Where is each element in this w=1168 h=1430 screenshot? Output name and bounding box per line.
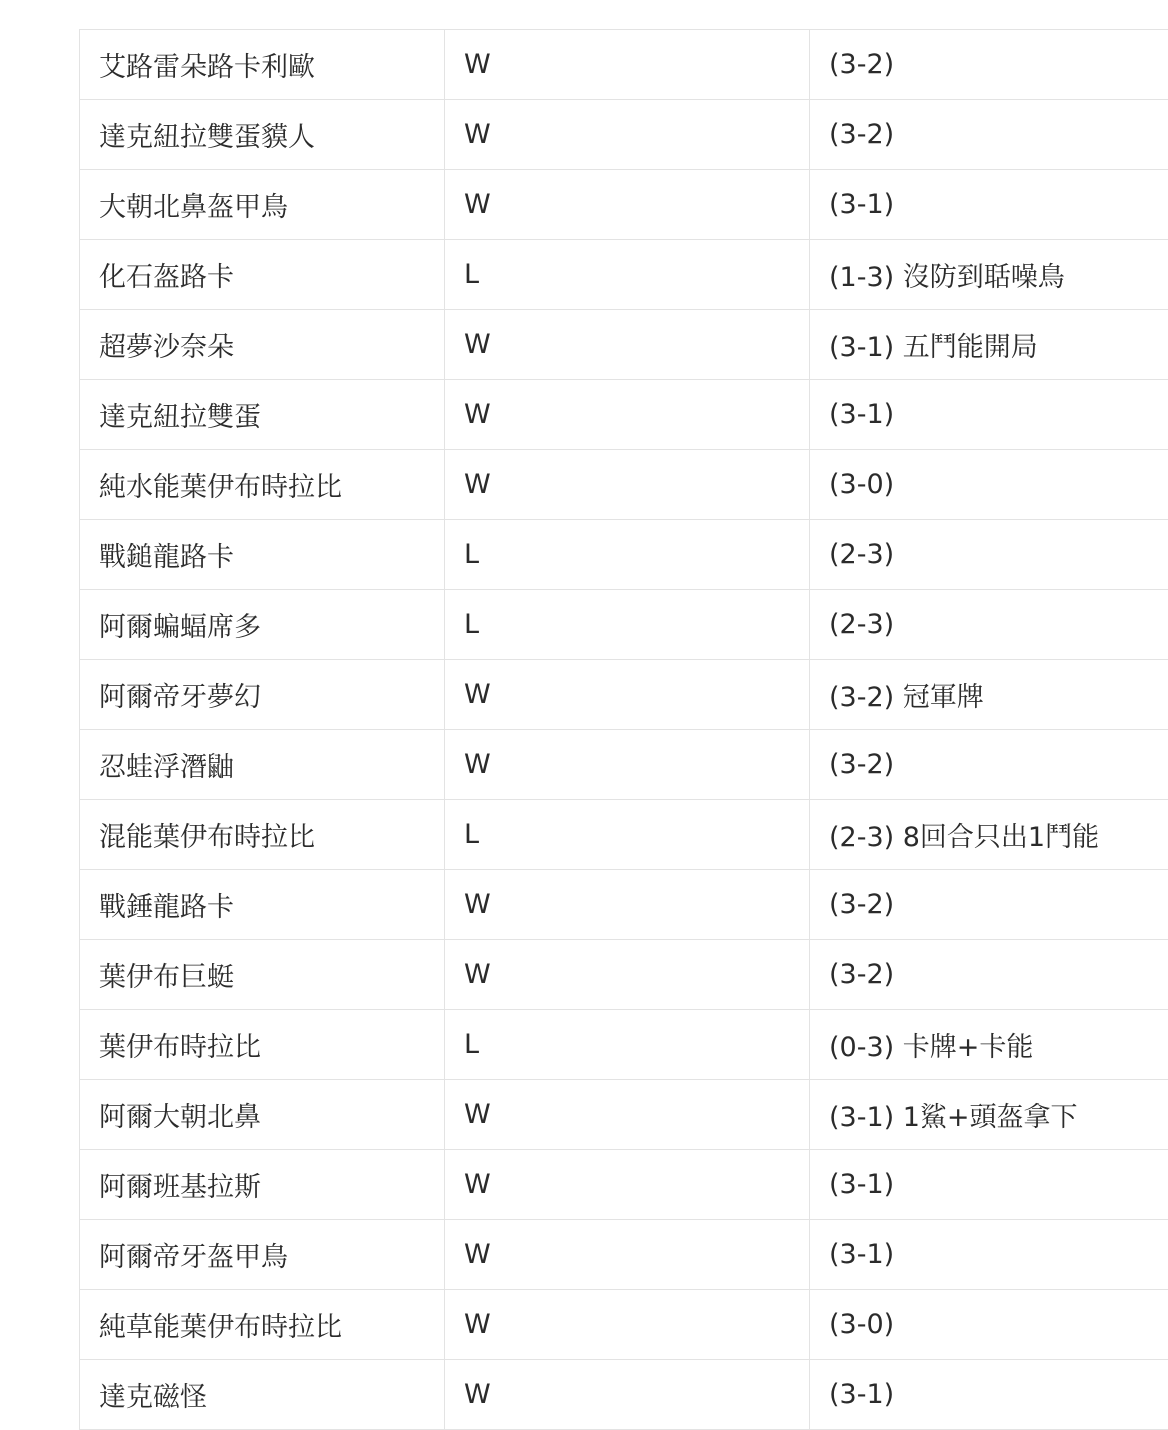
- result-cell: W: [445, 1290, 810, 1360]
- table-row: [80, 1080, 1168, 1150]
- match-results-body: [80, 30, 1168, 1430]
- table-row: [80, 590, 1168, 660]
- result-cell: W: [445, 1360, 810, 1430]
- result-cell: L: [445, 520, 810, 590]
- result-cell: L: [445, 800, 810, 870]
- opponent-cell: 超夢沙奈朵: [80, 310, 445, 380]
- result-cell: W: [445, 660, 810, 730]
- table-row: [80, 450, 1168, 520]
- score-cell: (3-1): [810, 1360, 1168, 1430]
- opponent-cell: 大朝北鼻盔甲鳥: [80, 170, 445, 240]
- result-cell: L: [445, 590, 810, 660]
- opponent-cell: 達克磁怪: [80, 1360, 445, 1430]
- result-cell: W: [445, 730, 810, 800]
- table-row: [80, 800, 1168, 870]
- score-cell: (3-1): [810, 380, 1168, 450]
- score-cell: (3-0): [810, 1290, 1168, 1360]
- score-cell: (3-2): [810, 730, 1168, 800]
- score-cell: (3-1): [810, 1150, 1168, 1220]
- score-cell: (3-1): [810, 170, 1168, 240]
- table-row: [80, 310, 1168, 380]
- score-cell: (3-0): [810, 450, 1168, 520]
- result-cell: W: [445, 1150, 810, 1220]
- score-cell: (3-1) 五鬥能開局: [810, 310, 1168, 380]
- table-row: [80, 870, 1168, 940]
- result-cell: W: [445, 380, 810, 450]
- opponent-cell: 阿爾帝牙盔甲鳥: [80, 1220, 445, 1290]
- opponent-cell: 達克紐拉雙蛋: [80, 380, 445, 450]
- score-cell: (3-2): [810, 100, 1168, 170]
- score-cell: (3-1): [810, 1220, 1168, 1290]
- opponent-cell: 純水能葉伊布時拉比: [80, 450, 445, 520]
- opponent-cell: 阿爾帝牙夢幻: [80, 660, 445, 730]
- opponent-cell: 達克紐拉雙蛋貘人: [80, 100, 445, 170]
- opponent-cell: 化石盔路卡: [80, 240, 445, 310]
- opponent-cell: 純草能葉伊布時拉比: [80, 1290, 445, 1360]
- table-row: [80, 100, 1168, 170]
- score-cell: (3-2): [810, 30, 1168, 100]
- table-row: [80, 30, 1168, 100]
- score-cell: (3-2) 冠軍牌: [810, 660, 1168, 730]
- table-row: [80, 940, 1168, 1010]
- table-row: [80, 520, 1168, 590]
- table-row: [80, 380, 1168, 450]
- opponent-cell: 葉伊布巨蜓: [80, 940, 445, 1010]
- result-cell: L: [445, 1010, 810, 1080]
- opponent-cell: 葉伊布時拉比: [80, 1010, 445, 1080]
- table-row: [80, 170, 1168, 240]
- opponent-cell: 忍蛙浮潛鼬: [80, 730, 445, 800]
- table-row: [80, 1010, 1168, 1080]
- result-cell: W: [445, 870, 810, 940]
- opponent-cell: 戰錘龍路卡: [80, 870, 445, 940]
- result-cell: W: [445, 1080, 810, 1150]
- opponent-cell: 艾路雷朵路卡利歐: [80, 30, 445, 100]
- opponent-cell: 戰鎚龍路卡: [80, 520, 445, 590]
- result-cell: W: [445, 30, 810, 100]
- opponent-cell: 阿爾大朝北鼻: [80, 1080, 445, 1150]
- opponent-cell: 混能葉伊布時拉比: [80, 800, 445, 870]
- score-cell: (2-3): [810, 520, 1168, 590]
- table-row: [80, 1150, 1168, 1220]
- score-cell: (0-3) 卡牌+卡能: [810, 1010, 1168, 1080]
- score-cell: (3-2): [810, 870, 1168, 940]
- table-row: [80, 1220, 1168, 1290]
- result-cell: W: [445, 310, 810, 380]
- result-cell: W: [445, 940, 810, 1010]
- score-cell: (2-3) 8回合只出1鬥能: [810, 800, 1168, 870]
- table-row: [80, 730, 1168, 800]
- result-cell: W: [445, 100, 810, 170]
- score-cell: (3-1) 1鯊+頭盔拿下: [810, 1080, 1168, 1150]
- opponent-cell: 阿爾班基拉斯: [80, 1150, 445, 1220]
- opponent-cell: 阿爾蝙蝠席多: [80, 590, 445, 660]
- result-cell: W: [445, 450, 810, 520]
- table-row: [80, 1360, 1168, 1430]
- result-cell: W: [445, 1220, 810, 1290]
- table-row: [80, 240, 1168, 310]
- score-cell: (2-3): [810, 590, 1168, 660]
- score-cell: (1-3) 沒防到聒噪鳥: [810, 240, 1168, 310]
- table-row: [80, 1290, 1168, 1360]
- result-cell: L: [445, 240, 810, 310]
- score-cell: (3-2): [810, 940, 1168, 1010]
- match-results-table: [79, 29, 1168, 1430]
- table-row: [80, 660, 1168, 730]
- result-cell: W: [445, 170, 810, 240]
